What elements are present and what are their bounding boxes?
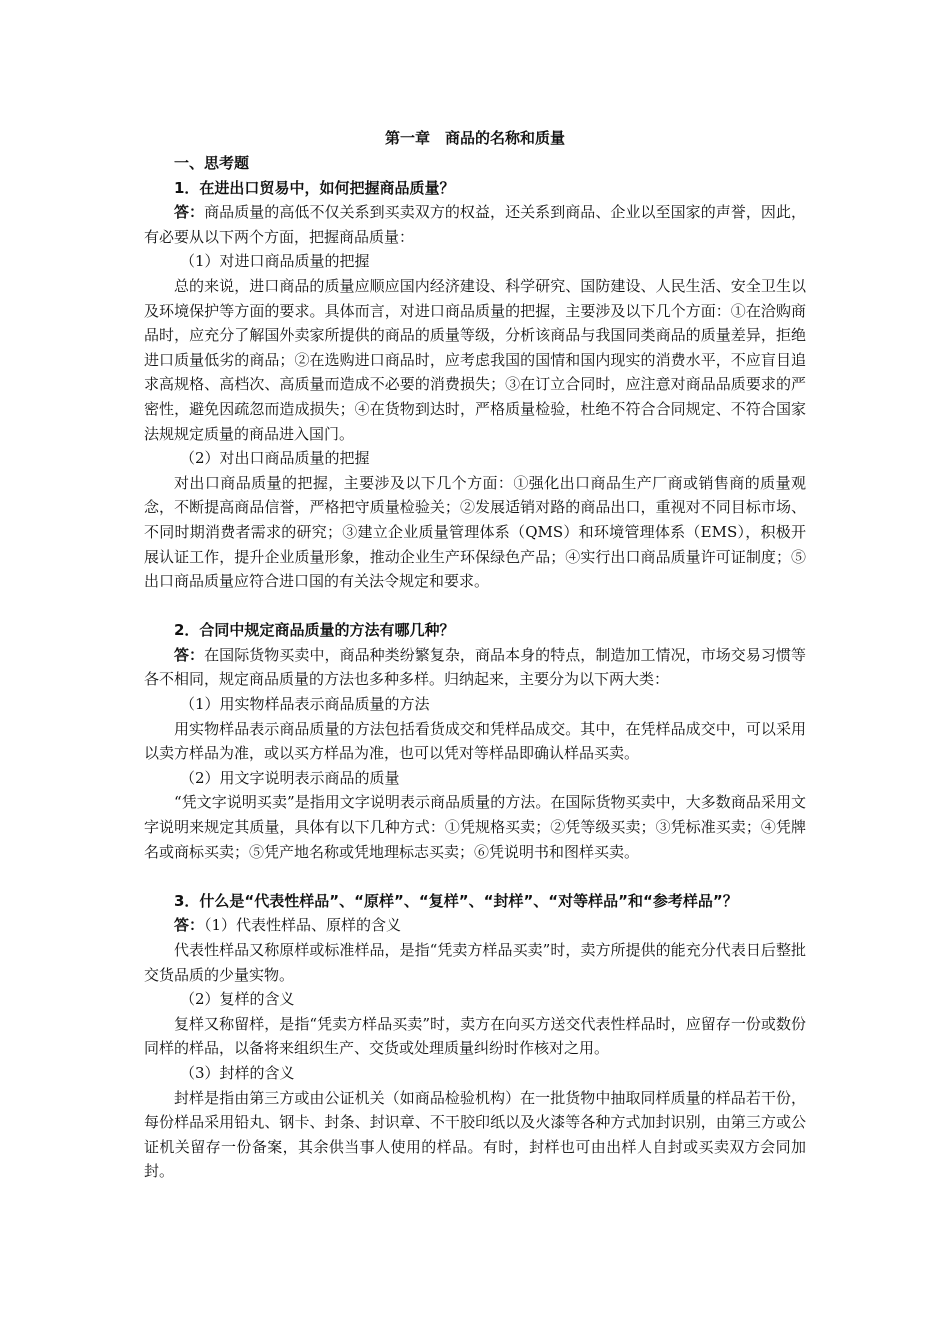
answer-2-intro-text: 在国际货物买卖中，商品种类纷繁复杂，商品本身的特点，制造加工情况，市场交易习惯等各不相同，规定商品质量的方法也多种多样。归纳起来，主要分为以下两大类： xyxy=(144,645,806,689)
answer-3-sub3-body: 封样是指由第三方或由公证机关（如商品检验机构）在一批货物中抽取同样质量的样品若干份，每份样品采用铅丸、钢卡、封条、封识章、不干胶印纸以及火漆等各种方式加封识别，由第三方或公证机关留存一份备案，其余供当事人使用的样品。有时，封样也可由出样人自封或买卖双方会同加封。 xyxy=(144,1088,806,1181)
answer-1-sub1-body: 总的来说，进口商品的质量应顺应国内经济建设、科学研究、国防建设、人民生活、安全卫生以及环境保护等方面的要求。具体而言，对进口商品质量的把握，主要涉及以下几个方面：①在洽购商品时，应充分了解国外卖家所提供的商品的质量等级，分析该商品与我国同类商品的质量差异，拒绝进口质量低劣的商品；②在选购进口商品时，应考虑我国的国情和国内现实的消费水平，不应盲目追求高规格、高档次、高质量而造成不必要的消费损失；③在订立合同时，应注意对商品品质要求的严密性，避免因疏忽而造成损失；④在货物到达时，严格质量检验，杜绝不符合合同规定、不符合国家法规规定质量的商品进入国门。 xyxy=(144,276,806,443)
paragraph-gap xyxy=(144,594,806,619)
answer-1-intro-text: 商品质量的高低不仅关系到买卖双方的权益，还关系到商品、企业以至国家的声誉，因此，有必要从以下两个方面，把握商品质量： xyxy=(144,203,806,246)
chapter-title: 第一章 商品的名称和质量 xyxy=(384,129,565,147)
answer-1-sub2-title: （2）对出口商品质量的把握 xyxy=(180,449,370,468)
answer-3-intro xyxy=(144,913,806,938)
question-2: 2．合同中规定商品质量的方法有哪几种？ xyxy=(174,621,455,640)
answer-2-sub2-title: （2）用文字说明表示商品的质量 xyxy=(180,768,400,787)
answer-3-first-sub: （1）代表性样品、原样的含义 xyxy=(204,916,402,935)
answer-1-sub2-body: 对出口商品质量的把握，主要涉及以下几个方面：①强化出口商品生产厂商或销售商的质量观念，不断提高商品信誉，严格把守质量检验关；②发展适销对路的商品出口，重视对不同目标市场、不同时期消费者需求的研究；③建立企业质量管理体系（QMS）和环境管理体系（EMS），积极开展认证工作，提升企业质量形象，推动企业生产环保绿色产品；④实行出口商品质量许可证制度；⑤出口商品质量应符合进口国的有关法令规定和要求。 xyxy=(144,473,806,591)
answer-3-sub1-body: 代表性样品又称原样或标准样品，是指“凭卖方样品买卖”时，卖方所提供的能充分代表日后整批交货品质的少量实物。 xyxy=(144,941,806,984)
answer-1-intro xyxy=(144,200,806,249)
paragraph-gap xyxy=(144,864,806,889)
answer-3-sub2-title: （2）复样的含义 xyxy=(180,990,295,1009)
answer-label: 答： xyxy=(174,645,205,664)
answer-3-sub3-title: （3）封样的含义 xyxy=(180,1063,295,1082)
answer-1-sub1-title: （1）对进口商品质量的把握 xyxy=(180,252,370,271)
document-body xyxy=(144,126,806,1184)
answer-2-sub2-body: “凭文字说明买卖”是指用文字说明表示商品质量的方法。在国际货物买卖中，大多数商品采用文字说明来规定其质量，具体有以下几种方式：①凭规格买卖；②凭等级买卖；③凭标准买卖；④凭牌名或商标买卖；⑤凭产地名称或凭地理标志买卖；⑥凭说明书和图样买卖。 xyxy=(144,793,806,861)
question-1: 1．在进出口贸易中，如何把握商品质量？ xyxy=(174,178,455,197)
answer-2-sub1-title: （1）用实物样品表示商品质量的方法 xyxy=(180,695,430,714)
answer-3-sub2-body: 复样又称留样，是指“凭卖方样品买卖”时，卖方在向买方送交代表性样品时，应留存一份或数份同样的样品，以备将来组织生产、交货或处理质量纠纷时作核对之用。 xyxy=(144,1014,806,1058)
answer-label: 答： xyxy=(174,916,205,935)
answer-2-intro xyxy=(144,643,806,692)
answer-2-sub1-body: 用实物样品表示商品质量的方法包括看货成交和凭样品成交。其中，在凭样品成交中，可以采用以卖方样品为准，或以买方样品为准，也可以凭对等样品即确认样品买卖。 xyxy=(144,719,806,763)
question-3: 3．什么是“代表性样品”、“原样”、“复样”、“封样”、“对等样品”和“参考样品”？ xyxy=(174,891,738,910)
answer-label: 答： xyxy=(174,203,205,222)
section-heading: 一、思考题 xyxy=(174,154,250,172)
